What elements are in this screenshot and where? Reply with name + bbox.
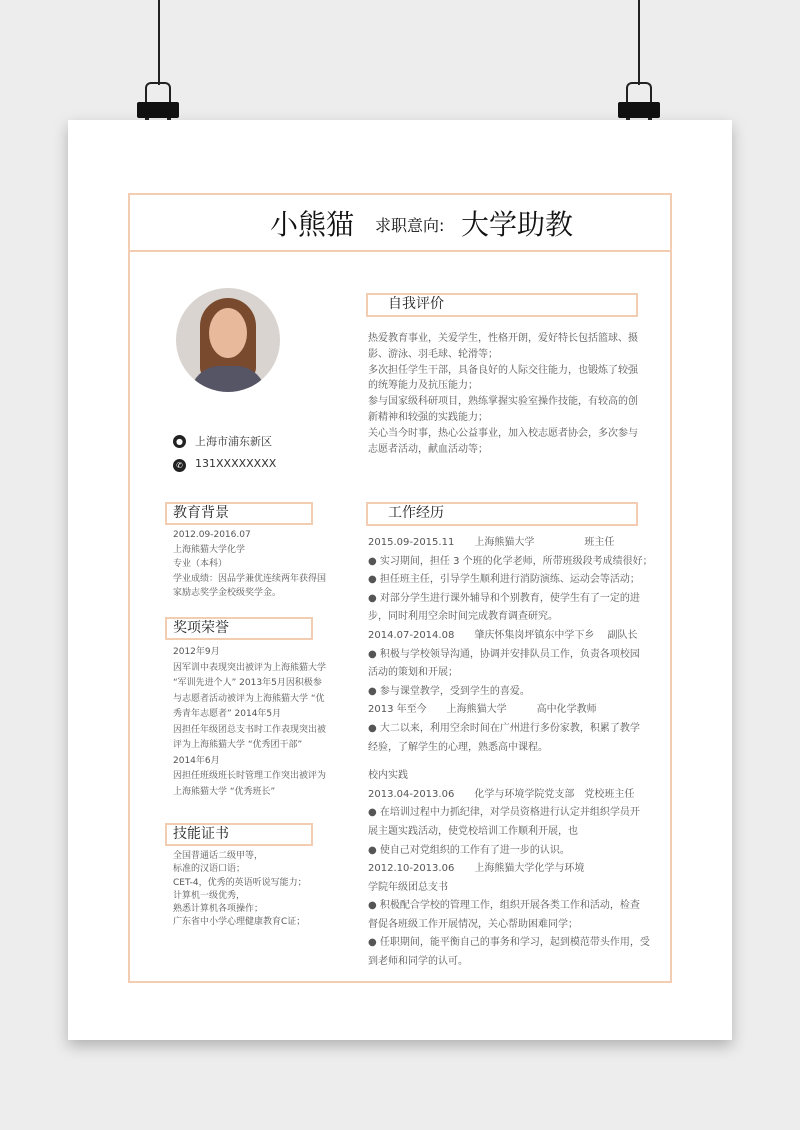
text-line: 熟悉计算机各项操作； <box>173 904 264 915</box>
text-line: 影、游泳、羽毛球、轮滑等； <box>368 348 498 360</box>
text-line: 步，同时利用空余时间完成教育调查研究。 <box>368 611 558 623</box>
text-line: ● 在培训过程中力抓纪律，对学员资格进行认定并组织学员开 <box>368 807 640 819</box>
text-line: 标准的汉语口语； <box>173 864 246 875</box>
text-line: 与志愿者活动被评为上海熊猫大学 “优 <box>173 693 325 704</box>
skills-content <box>173 850 307 930</box>
candidate-name: 小熊猫 <box>270 208 355 241</box>
text-line: “军训先进个人” 2013年5月因积极参 <box>173 678 322 688</box>
hanging-wire <box>638 0 640 85</box>
section-work-experience: 工作经历 <box>366 502 638 526</box>
text-line: 因担任年级团总支书时工作表现突出被 <box>173 724 327 735</box>
text-line: 评为上海熊猫大学 “优秀团干部” <box>173 740 303 750</box>
text-line: 广东省中小学心理健康教育C证； <box>173 917 306 928</box>
text-line: 专业（本科） <box>173 559 228 570</box>
text-line: 新精神和较强的实践能力； <box>368 411 488 423</box>
text-line: 的统筹能力及抗压能力； <box>368 380 478 392</box>
education-content <box>173 528 326 601</box>
work-experience-content <box>368 534 653 972</box>
text-line: 因担任班级班长时管理工作突出被评为 <box>173 771 327 781</box>
text-line: 到老师和同学的认可。 <box>368 956 468 968</box>
text-line: 活动的策划和开展； <box>368 667 458 679</box>
text-line: ● 积极配合学校的管理工作，组织开展各类工作和活动，检查 <box>368 900 640 912</box>
text-line: 2012年9月 <box>173 647 220 657</box>
hanging-wire <box>158 0 160 85</box>
text-line: ● 大二以来，利用空余时间在广州进行多份家教，积累了教学 <box>368 722 640 734</box>
address: 上海市浦东新区 <box>195 435 272 448</box>
text-line: ● 任职期间，能平衡自己的事务和学习，起到模范带头作用，受 <box>368 937 650 949</box>
text-line: 家励志奖学金校级奖学金。 <box>173 588 282 599</box>
self-evaluation-content <box>368 331 648 457</box>
text-line <box>368 757 648 767</box>
text-line: CET-4，优秀的英语听说写能力； <box>173 877 307 888</box>
text-line: 学业成绩：因品学兼优连续两年获得国 <box>173 573 327 584</box>
text-line: 热爱教育事业，关爱学生，性格开朗，爱好特长包括篮球、摄 <box>368 333 638 344</box>
header-divider <box>128 250 672 252</box>
text-line: 上海熊猫大学 “优秀班长” <box>173 786 276 797</box>
phone-icon: ✆ <box>173 459 186 472</box>
text-line: 督促各班级工作开展情况，关心帮助困难同学； <box>368 918 578 930</box>
text-line: 上海熊猫大学化学 <box>173 544 246 555</box>
text-line: 2012.09-2016.07 <box>173 530 251 540</box>
text-line: 学院年级团总支书 <box>368 881 448 893</box>
section-education: 教育背景 <box>165 502 313 525</box>
profile-photo <box>176 288 280 392</box>
location-icon: ● <box>173 435 186 448</box>
text-line: 展主题实践活动，使党校培训工作顺利开展，也 <box>368 825 578 837</box>
section-skills: 技能证书 <box>165 823 313 846</box>
phone: 131XXXXXXXX <box>195 457 277 470</box>
text-line: 秀青年志愿者” 2014年5月 <box>173 709 282 719</box>
section-self-evaluation: 自我评价 <box>366 293 638 317</box>
intent-label: 求职意向: <box>375 216 445 235</box>
text-line: 校内实践 <box>368 770 408 782</box>
text-line: 计算机一级优秀， <box>173 890 246 901</box>
text-line: 多次担任学生干部，具备良好的人际交往能力，也锻炼了较强 <box>368 364 638 376</box>
text-line: ● 使自己对党组织的工作有了进一步的认识。 <box>368 844 570 856</box>
text-line: 因军训中表现突出被评为上海熊猫大学 <box>173 662 327 673</box>
text-line: 志愿者活动，献血活动等； <box>368 443 488 455</box>
text-line: 经验，了解学生的心理，熟悉高中课程。 <box>368 741 548 753</box>
text-line: 2012.10-2013.06 上海熊猫大学化学与环境 <box>368 863 585 875</box>
section-awards: 奖项荣誉 <box>165 617 313 640</box>
text-line: ● 担任班主任，引导学生顺利进行消防演练、运动会等活动； <box>368 574 640 586</box>
text-line: 2013.04-2013.06 化学与环境学院党支部 党校班主任 <box>368 788 635 800</box>
job-title: 大学助教 <box>461 208 574 241</box>
text-line: ● 参与课堂教学，受到学生的喜爱。 <box>368 685 530 697</box>
text-line: 参与国家级科研项目，熟练掌握实验室操作技能，有较高的创 <box>368 396 638 408</box>
text-line: 2014年6月 <box>173 755 220 766</box>
text-line: ● 积极与学校领导沟通，协调并安排队员工作，负责各项校园 <box>368 648 640 660</box>
text-line: 2014.07-2014.08 肇庆怀集岗坪镇东中学下乡 副队长 <box>368 629 638 641</box>
text-line: 2015.09-2015.11 上海熊猫大学 班主任 <box>368 537 615 548</box>
text-line: ● 对部分学生进行课外辅导和个别教育，使学生有了一定的进 <box>368 592 640 604</box>
awards-content <box>173 645 326 800</box>
text-line: 2013 年至今 上海熊猫大学 高中化学教师 <box>368 704 597 716</box>
text-line: 全国普通话二级甲等， <box>173 851 264 861</box>
text-line: ● 实习期间，担任 3 个班的化学老师，所带班级段考成绩很好； <box>368 555 653 567</box>
text-line: 关心当今时事，热心公益事业，加入校志愿者协会，多次参与 <box>368 427 638 439</box>
